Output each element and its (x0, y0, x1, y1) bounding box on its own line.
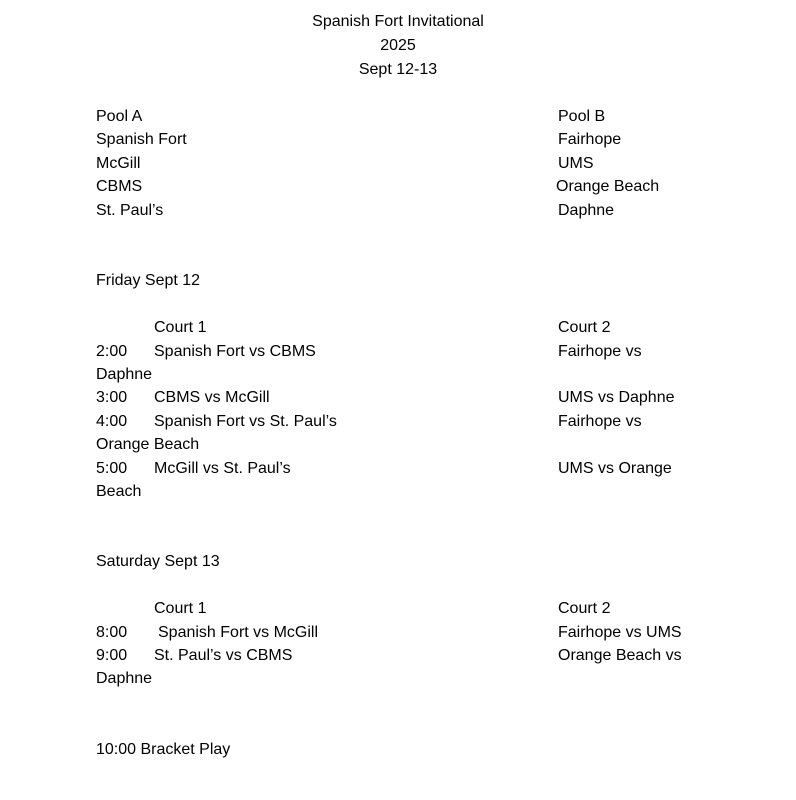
game-time: 5:00 (96, 460, 128, 477)
court-1-game: Spanish Fort vs McGill (158, 624, 319, 641)
court-1-game: St. Paul’s vs CBMS (154, 647, 293, 664)
court-2-game: Fairhope vs UMS (558, 624, 682, 641)
court-1-header: Court 1 (154, 600, 207, 617)
court-2-game: Orange Beach vs (558, 647, 682, 664)
bracket-play: 10:00 Bracket Play (96, 741, 231, 758)
pool-a-team: CBMS (96, 178, 143, 195)
court-1-game: Spanish Fort vs St. Paul’s (154, 413, 337, 430)
saturday-heading: Saturday Sept 13 (96, 553, 220, 570)
document-title: Spanish Fort Invitational (312, 13, 484, 30)
document-year: 2025 (380, 37, 416, 54)
pool-a-team: St. Paul’s (96, 202, 164, 219)
court-2-game: UMS vs Orange (558, 460, 672, 477)
court-2-game-wrap: Orange Beach (96, 436, 200, 453)
pool-b-team: Daphne (558, 202, 615, 219)
pool-b-team: UMS (558, 155, 594, 172)
game-time: 4:00 (96, 413, 128, 430)
game-time: 2:00 (96, 343, 128, 360)
pool-b-team: Orange Beach (556, 178, 660, 195)
court-2-game: Fairhope vs (558, 413, 642, 430)
court-2-game-wrap: Daphne (96, 670, 153, 687)
court-2-game: Fairhope vs (558, 343, 642, 360)
pool-a-title: Pool A (96, 108, 143, 125)
pool-a-team: McGill (96, 155, 141, 172)
game-time: 3:00 (96, 389, 128, 406)
court-2-game-wrap: Beach (96, 483, 142, 500)
court-2-header: Court 2 (558, 319, 611, 336)
court-1-game: McGill vs St. Paul’s (154, 460, 291, 477)
game-time: 8:00 (96, 624, 128, 641)
pool-b-team: Fairhope (558, 131, 622, 148)
pool-a-team: Spanish Fort (96, 131, 187, 148)
pool-b-title: Pool B (558, 108, 606, 125)
court-2-header: Court 2 (558, 600, 611, 617)
game-time: 9:00 (96, 647, 128, 664)
court-1-header: Court 1 (154, 319, 207, 336)
court-2-game-wrap: Daphne (96, 366, 153, 383)
court-2-game: UMS vs Daphne (558, 389, 675, 406)
document-dates: Sept 12-13 (358, 61, 438, 78)
court-1-game: CBMS vs McGill (154, 389, 270, 406)
friday-heading: Friday Sept 12 (96, 272, 201, 289)
court-1-game: Spanish Fort vs CBMS (154, 343, 316, 360)
